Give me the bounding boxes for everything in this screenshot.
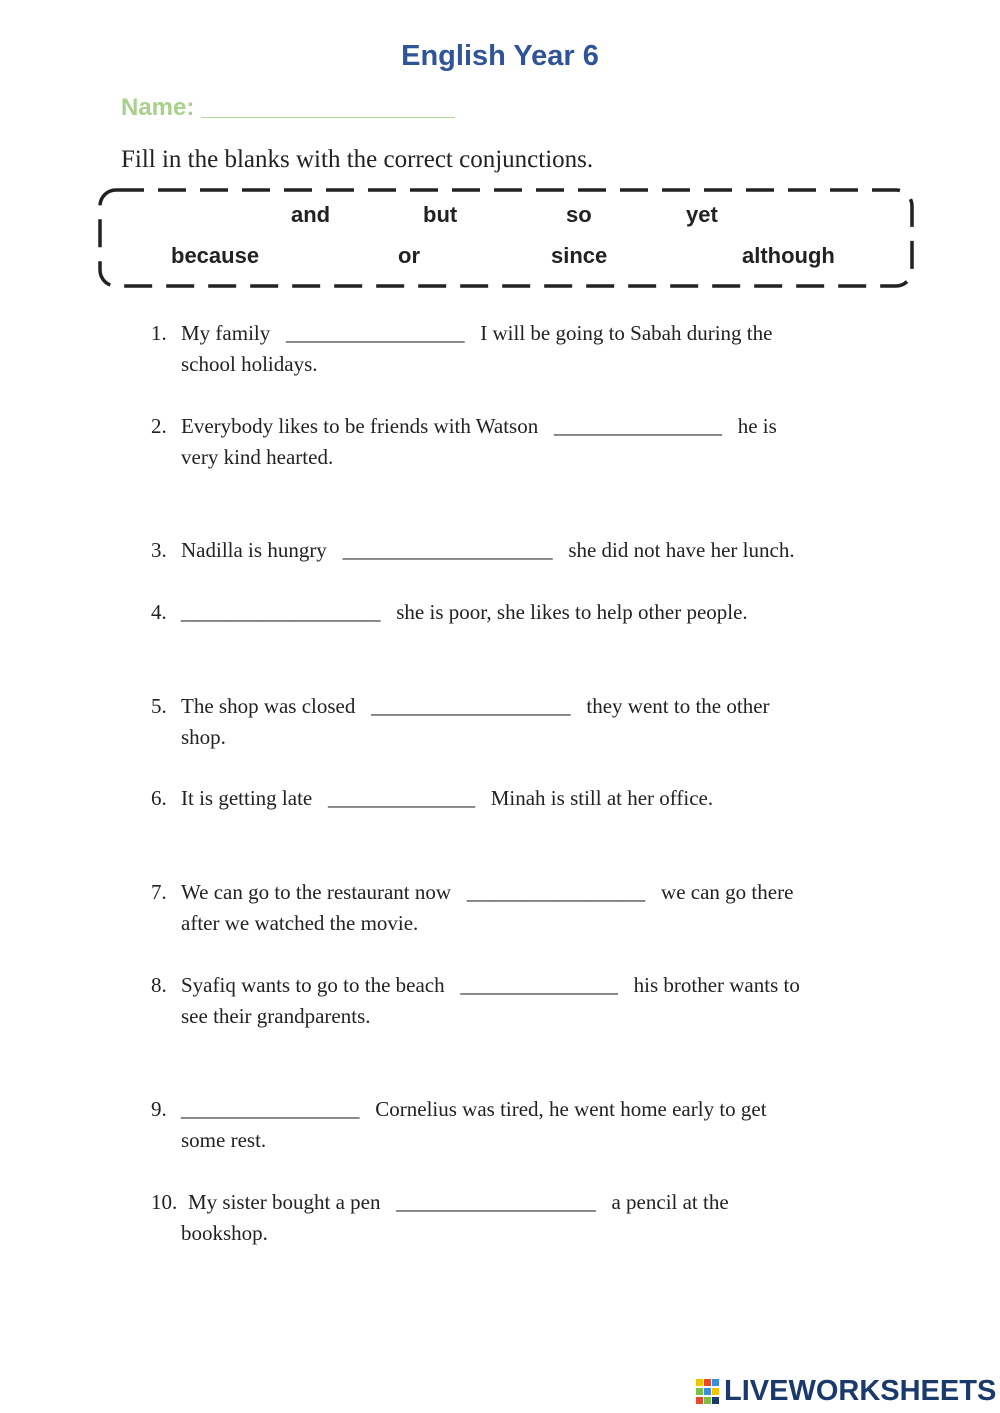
question-number: 7. (151, 880, 167, 904)
answer-blank[interactable]: _________________ (286, 321, 465, 345)
question-text: we can go there (661, 880, 794, 904)
answer-blank[interactable]: ________________ (553, 414, 722, 438)
question-text: she did not have her lunch. (568, 538, 795, 562)
question-text: his brother wants to (633, 973, 800, 997)
question-text: Everybody likes to be friends with Watson (181, 414, 539, 438)
liveworksheets-logo-icon (696, 1379, 720, 1405)
word-bank-word: although (742, 243, 835, 268)
question-text: bookshop. (181, 1221, 268, 1245)
question-number: 4. (151, 600, 167, 624)
name-label: Name: (121, 94, 195, 121)
question-text: school holidays. (181, 352, 318, 376)
question-text: The shop was closed (181, 694, 356, 718)
question-number: 3. (151, 538, 167, 562)
name-blank[interactable]: ___________________ (201, 94, 455, 121)
question-text: he is (737, 414, 777, 438)
answer-blank[interactable]: ______________ (327, 786, 475, 810)
question-number: 8. (151, 973, 167, 997)
answer-blank[interactable]: ___________________ (371, 694, 571, 718)
question-text: I will be going to Sabah during the (480, 321, 773, 345)
word-bank (98, 188, 914, 288)
question-text: Nadilla is hungry (181, 538, 327, 562)
answer-blank[interactable]: ___________________ (181, 600, 381, 624)
word-bank-word: so (566, 202, 592, 227)
question-text: very kind hearted. (181, 445, 334, 469)
answer-blank[interactable]: _________________ (181, 1097, 360, 1121)
question-text: Cornelius was tired, he went home early to get (375, 1097, 767, 1121)
question-text: Minah is still at her office. (490, 786, 714, 810)
question-number: 2. (151, 414, 167, 438)
word-bank-word: or (398, 243, 420, 268)
question-text: a pencil at the (611, 1190, 729, 1214)
question-number: 1. (151, 321, 167, 345)
question-number: 9. (151, 1097, 167, 1121)
question-text: Syafiq wants to go to the beach (181, 973, 445, 997)
question-number: 6. (151, 786, 167, 810)
answer-blank[interactable]: _______________ (460, 973, 618, 997)
word-bank-dashed-border (98, 188, 914, 288)
question-text: It is getting late (181, 786, 313, 810)
question-text: after we watched the movie. (181, 911, 419, 935)
word-bank-word: because (171, 243, 260, 268)
answer-blank[interactable]: ___________________ (396, 1190, 596, 1214)
question-number: 5. (151, 694, 167, 718)
question-text: My sister bought a pen (188, 1190, 381, 1214)
name-row (121, 94, 455, 122)
question-text: some rest. (181, 1128, 267, 1152)
question-text: We can go to the restaurant now (181, 880, 452, 904)
question-text: shop. (181, 725, 226, 749)
word-bank-word: and (291, 202, 331, 227)
worksheet-title: English Year 6 (401, 40, 599, 72)
question-text: see their grandparents. (181, 1004, 371, 1028)
question-text: she is poor, she likes to help other people. (396, 600, 748, 624)
brand-text: LIVEWORKSHEETS (724, 1375, 997, 1407)
question-text: My family (181, 321, 271, 345)
word-bank-word: yet (686, 202, 718, 227)
question-number: 10. (151, 1190, 178, 1214)
answer-blank[interactable]: _________________ (466, 880, 646, 904)
instruction-text: Fill in the blanks with the correct conjunctions. (121, 146, 594, 173)
word-bank-word: since (551, 243, 608, 268)
question-text: they went to the other (586, 694, 770, 718)
answer-blank[interactable]: ____________________ (342, 538, 553, 562)
word-bank-word: but (423, 202, 458, 227)
